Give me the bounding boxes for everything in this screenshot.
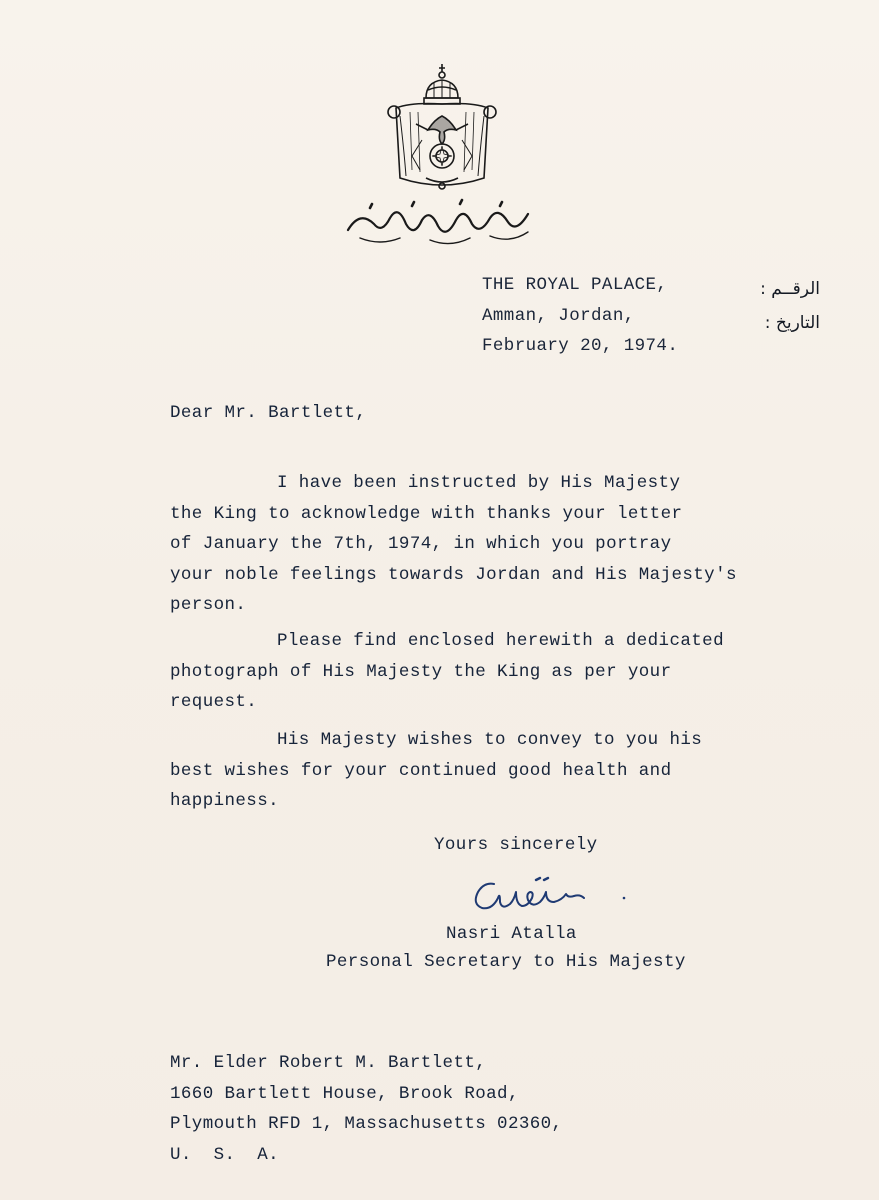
paragraph-line: photograph of His Majesty the King as per your xyxy=(170,661,672,682)
paragraph-line: I have been instructed by His Majesty xyxy=(277,473,681,493)
arabic-reference-fields xyxy=(720,272,820,340)
paragraph-line: His Majesty wishes to convey to you his xyxy=(277,730,703,750)
recipient-address xyxy=(170,1048,562,1170)
address-line: Plymouth RFD 1, Massachusetts 02360, xyxy=(170,1114,563,1134)
royal-crest-icon xyxy=(382,60,502,200)
signer-title: Personal Secretary to His Majesty xyxy=(326,952,686,972)
paragraph-3 xyxy=(170,725,702,817)
address-line: 1660 Bartlett House, Brook Road, xyxy=(170,1083,519,1104)
palace-city: Amman, Jordan, xyxy=(482,305,635,326)
paragraph-2 xyxy=(170,626,724,718)
paragraph-line: best wishes for your continued good health and xyxy=(170,760,672,781)
paragraph-1 xyxy=(170,468,737,621)
paragraph-line: person. xyxy=(170,595,247,615)
paragraph-line: Please find enclosed herewith a dedicated xyxy=(277,631,724,651)
salutation: Dear Mr. Bartlett, xyxy=(170,403,367,423)
address-line: Mr. Elder Robert M. Bartlett, xyxy=(170,1053,487,1073)
closing: Yours sincerely xyxy=(434,835,598,855)
paragraph-line: happiness. xyxy=(170,791,280,811)
paragraph-line: your noble feelings towards Jordan and His Majesty's xyxy=(170,564,737,585)
paragraph-line: request. xyxy=(170,692,258,712)
handwritten-signature-icon xyxy=(470,868,640,928)
letterhead-address xyxy=(482,270,678,362)
paragraph-line: the King to acknowledge with thanks your letter xyxy=(170,503,683,524)
reference-label: الرقــم : xyxy=(760,279,820,299)
arabic-motto xyxy=(340,190,540,250)
letter-date: February 20, 1974. xyxy=(482,336,679,356)
paragraph-line: of January the 7th, 1974, in which you portray xyxy=(170,534,672,554)
date-label: التاريخ : xyxy=(764,313,820,333)
signer-name: Nasri Atalla xyxy=(446,924,577,944)
palace-name: THE ROYAL PALACE, xyxy=(482,275,668,295)
address-line: U. S. A. xyxy=(170,1144,280,1165)
